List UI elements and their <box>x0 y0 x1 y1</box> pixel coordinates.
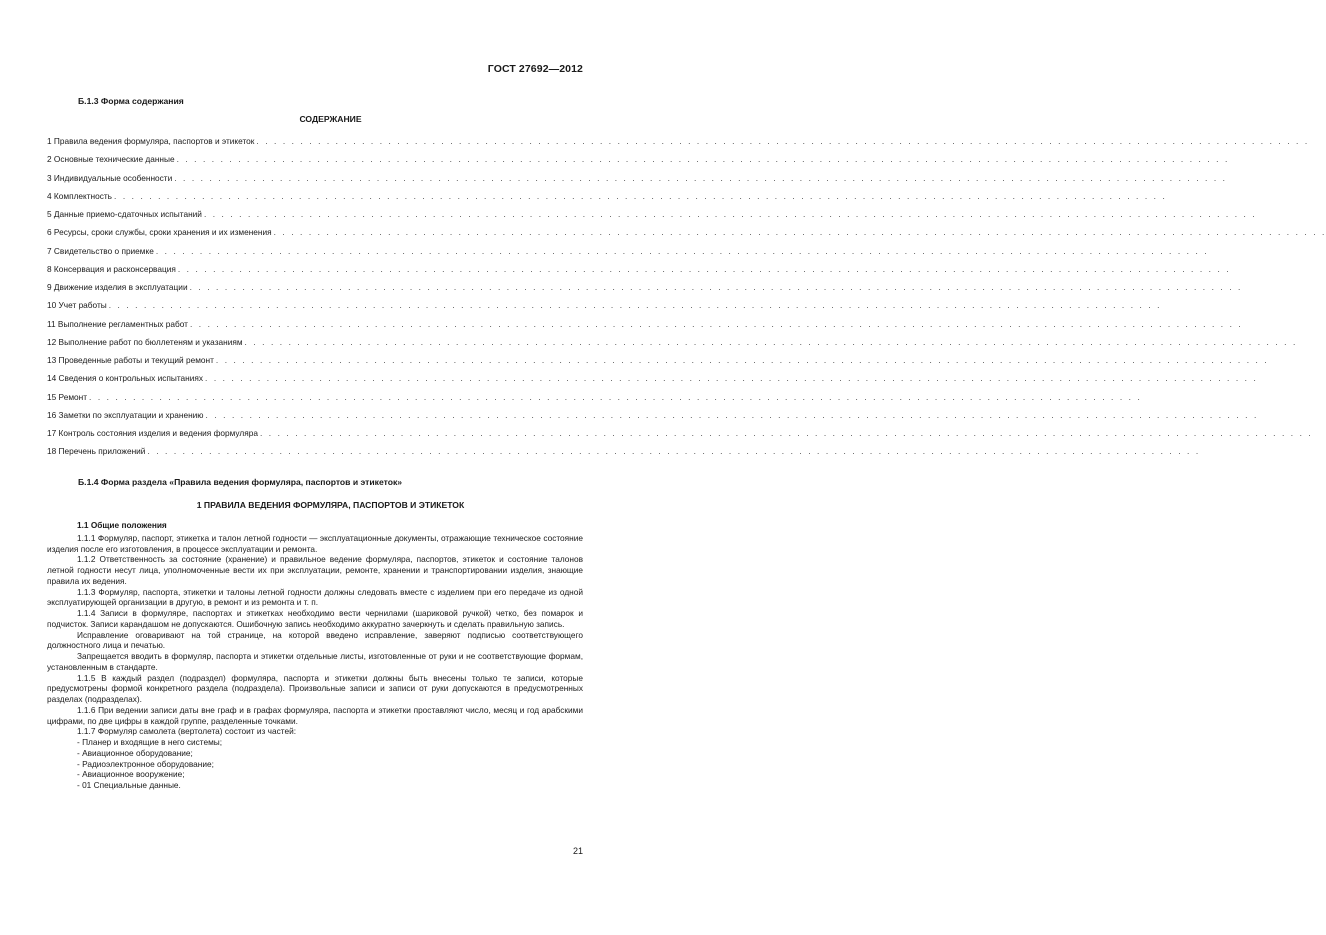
toc-entry-label: 13 Проведенные работы и текущий ремонт <box>47 355 214 365</box>
toc-dot-leader: . . . . . . . . . . . . . . . . . . . . . . . . . . . . . . . . . . . . . . . . . . . . . . . . . . . . . . . . . . . . . . . . . . . . . . . . . . . . . . . . . . . . . . . . . . . . . . . . . . . . . . . . . . . . . . . . . . . . . . . . <box>176 154 1230 165</box>
toc-entry <box>47 154 1230 172</box>
toc-entry-label: 4 Комплектность <box>47 190 113 201</box>
toc-dot-leader: . . . . . . . . . . . . . . . . . . . . . . . . . . . . . . . . . . . . . . . . . . . . . . . . . . . . . . . . . . . . . . . . . . . . . . . . . . . . . . . . . . . . . . . . . . . . . . . . . . . . . . . . . . . . . . . . . . . . . . . . <box>174 172 1228 183</box>
toc-entry-label: 3 Индивидуальные особенности <box>47 172 173 183</box>
list-item: - Планер и входящие в него системы; <box>77 737 223 747</box>
toc-dot-leader: . . . . . . . . . . . . . . . . . . . . . . . . . . . . . . . . . . . . . . . . . . . . . . . . . . . . . . . . . . . . . . . . . . . . . . . . . . . . . . . . . . . . . . . . . . . . . . . . . . . . . . . . . . . . . . . . . . . . . . . . <box>205 409 1259 420</box>
toc-entry <box>47 136 1310 154</box>
toc-entry <box>47 409 1259 428</box>
chapter-body <box>47 520 583 791</box>
paragraph: 1.1.5 В каждый раздел (подраздел) формуляра, паспорта и этикетки должны быть внесены только те записи, которые предусмотрены формой конкретного раздела (подраздела). Произвольные записи и записи от руки допускаются в предусмотренных разделах (подразделах). <box>47 672 583 704</box>
toc-dot-leader: . . . . . . . . . . . . . . . . . . . . . . . . . . . . . . . . . . . . . . . . . . . . . . . . . . . . . . . . . . . . . . . . . . . . . . . . . . . . . . . . . . . . . . . . . . . . . . . . . . . . . . . . . . . . . . . . . . . . . . . . <box>177 263 1231 274</box>
toc-dot-leader: . . . . . . . . . . . . . . . . . . . . . . . . . . . . . . . . . . . . . . . . . . . . . . . . . . . . . . . . . . . . . . . . . . . . . . . . . . . . . . . . . . . . . . . . . . . . . . . . . . . . . . . . . . . . . . . . . . . . . . . . <box>155 245 1209 256</box>
toc-entry <box>47 336 1298 355</box>
toc-entry <box>47 428 1313 446</box>
toc-dot-leader: . . . . . . . . . . . . . . . . . . . . . . . . . . . . . . . . . . . . . . . . . . . . . . . . . . . . . . . . . . . . . . . . . . . . . . . . . . . . . . . . . . . . . . . . . . . . . . . . . . . . . . . . . . . . . . . . . . . . . . . . <box>147 446 1201 457</box>
toc-dot-leader: . . . . . . . . . . . . . . . . . . . . . . . . . . . . . . . . . . . . . . . . . . . . . . . . . . . . . . . . . . . . . . . . . . . . . . . . . . . . . . . . . . . . . . . . . . . . . . . . . . . . . . . . . . . . . . . . . . . . . . . . <box>256 136 1310 146</box>
toc-entry <box>47 227 1326 245</box>
toc-dot-leader: . . . . . . . . . . . . . . . . . . . . . . . . . . . . . . . . . . . . . . . . . . . . . . . . . . . . . . . . . . . . . . . . . . . . . . . . . . . . . . . . . . . . . . . . . . . . . . . . . . . . . . . . . . . . . . . . . . . . . . . . <box>189 282 1243 292</box>
paragraph: 1.1.3 Формуляр, паспорта, этикетки и талоны летной годности должны следовать вместе с изделием при его передаче из одной эксплуатирующей организации в другую, в ремонт и из ремонта и т. п. <box>47 586 583 608</box>
toc-dot-leader: . . . . . . . . . . . . . . . . . . . . . . . . . . . . . . . . . . . . . . . . . . . . . . . . . . . . . . . . . . . . . . . . . . . . . . . . . . . . . . . . . . . . . . . . . . . . . . . . . . . . . . . . . . . . . . . . . . . . . . . . <box>203 209 1257 219</box>
toc-entry-label: 15 Ремонт <box>47 391 88 402</box>
toc-entry <box>47 373 1258 391</box>
standard-code: ГОСТ 27692—2012 <box>487 63 583 75</box>
paragraph: 1.1.4 Записи в формуляре, паспортах и этикетках необходимо вести чернилами (шариковой ручкой) четко, без помарок и подчисток. Записи карандашом не допускаются. Ошибочную запись необходимо аккуратно зачеркнуть и сделать правильную запись. <box>47 608 583 629</box>
list-item: - 01 Специальные данные. <box>77 780 181 790</box>
paragraph: 1.1.2 Ответственность за состояние (хранение) и правильное ведение формуляра, паспортов, этикеток и состояние талонов летной годности несут лица, уполномоченные вести их при эксплуатации, ремонте, хранении и транспортировании изделия, знающие правила их ведения. <box>47 554 583 586</box>
paragraph: Запрещается вводить в формуляр, паспорта и этикетки отдельные листы, изготовленные от руки и не соответствующие формам, установленным в стандарте. <box>47 651 583 672</box>
toc-entry <box>47 391 1142 410</box>
toc-entry <box>47 282 1243 300</box>
toc-entry-label: 17 Контроль состояния изделия и ведения формуляра <box>47 428 258 438</box>
toc-entry-label: 8 Консервация и расконсервация <box>47 263 176 274</box>
chapter-title: 1 ПРАВИЛА ВЕДЕНИЯ ФОРМУЛЯРА, ПАСПОРТОВ И ЭТИКЕТОК <box>196 500 465 510</box>
toc-dot-leader: . . . . . . . . . . . . . . . . . . . . . . . . . . . . . . . . . . . . . . . . . . . . . . . . . . . . . . . . . . . . . . . . . . . . . . . . . . . . . . . . . . . . . . . . . . . . . . . . . . . . . . . . . . . . . . . . . . . . . . . . <box>259 428 1313 438</box>
paragraph: 1.1.6 При ведении записи даты вне граф и в графах формуляра, паспорта и этикетки проставляют число, месяц и год арабскими цифрами, по две цифры в каждой группе, разделенные точками. <box>47 704 583 726</box>
paragraph: 1.1.7 Формуляр самолета (вертолета) состоит из частей: <box>77 726 297 737</box>
toc-entry-label: 9 Движение изделия в эксплуатации <box>47 282 188 292</box>
toc-dot-leader: . . . . . . . . . . . . . . . . . . . . . . . . . . . . . . . . . . . . . . . . . . . . . . . . . . . . . . . . . . . . . . . . . . . . . . . . . . . . . . . . . . . . . . . . . . . . . . . . . . . . . . . . . . . . . . . . . . . . . . . . <box>205 373 1258 384</box>
toc-dot-leader: . . . . . . . . . . . . . . . . . . . . . . . . . . . . . . . . . . . . . . . . . . . . . . . . . . . . . . . . . . . . . . . . . . . . . . . . . . . . . . . . . . . . . . . . . . . . . . . . . . . . . . . . . . . . . . . . . . . . . . . . <box>114 190 1167 201</box>
toc-title: СОДЕРЖАНИЕ <box>299 114 362 124</box>
toc-entry <box>47 172 1228 191</box>
toc-entry <box>47 263 1231 282</box>
toc-entry-label: 12 Выполнение работ по бюллетеням и указаниям <box>47 336 243 347</box>
toc-dot-leader: . . . . . . . . . . . . . . . . . . . . . . . . . . . . . . . . . . . . . . . . . . . . . . . . . . . . . . . . . . . . . . . . . . . . . . . . . . . . . . . . . . . . . . . . . . . . . . . . . . . . . . . . . . . . . . . . . . . . . . . . <box>108 300 1162 311</box>
toc-entry-label: 2 Основные технические данные <box>47 154 175 165</box>
list-item: - Авиационное вооружение; <box>77 769 185 780</box>
toc-entry-label: 10 Учет работы <box>47 300 107 311</box>
subsection-title: 1.1 Общие положения <box>77 520 167 530</box>
toc-dot-leader: . . . . . . . . . . . . . . . . . . . . . . . . . . . . . . . . . . . . . . . . . . . . . . . . . . . . . . . . . . . . . . . . . . . . . . . . . . . . . . . . . . . . . . . . . . . . . . . . . . . . . . . . . . . . . . . . . . . . . . . . <box>244 336 1298 347</box>
toc-entry-label: 6 Ресурсы, сроки службы, сроки хранения и их изменения <box>47 227 272 238</box>
list-item: - Радиоэлектронное оборудование; <box>77 758 214 769</box>
toc-entry-label: 7 Свидетельство о приемке <box>47 245 154 256</box>
toc-entry-label: 5 Данные приемо-сдаточных испытаний <box>47 209 202 219</box>
page-number: 21 <box>572 846 583 856</box>
toc-entry <box>47 190 1167 209</box>
section-b13-title: Б.1.3 Форма содержания <box>78 96 184 106</box>
paragraph: Исправление оговаривают на той странице, на которой введено исправление, заверяют подписью соответствующего должностного лица и печатью. <box>47 629 583 651</box>
toc-dot-leader: . . . . . . . . . . . . . . . . . . . . . . . . . . . . . . . . . . . . . . . . . . . . . . . . . . . . . . . . . . . . . . . . . . . . . . . . . . . . . . . . . . . . . . . . . . . . . . . . . . . . . . . . . . . . . . . . . . . . . . . . <box>273 227 1326 238</box>
toc-entry-label: 18 Перечень приложений <box>47 446 146 457</box>
paragraph: 1.1.1 Формуляр, паспорт, этикетка и талон летной годности — эксплуатационные документы, отражающие техническое состояние изделия после его изготовления, в процессе эксплуатации и ремонта. <box>47 532 583 554</box>
list-item: - Авиационное оборудование; <box>77 747 193 758</box>
section-b14-title: Б.1.4 Форма раздела «Правила ведения формуляра, паспортов и этикеток» <box>78 477 403 487</box>
toc-entry-label: 14 Сведения о контрольных испытаниях <box>47 373 204 384</box>
toc-entry-label: 1 Правила ведения формуляра, паспортов и этикеток <box>47 136 255 146</box>
toc-entry <box>47 355 1269 373</box>
toc-dot-leader: . . . . . . . . . . . . . . . . . . . . . . . . . . . . . . . . . . . . . . . . . . . . . . . . . . . . . . . . . . . . . . . . . . . . . . . . . . . . . . . . . . . . . . . . . . . . . . . . . . . . . . . . . . . . . . . . . . . . . . . . <box>89 391 1142 402</box>
toc-entry-label: 16 Заметки по эксплуатации и хранению <box>47 409 204 420</box>
table-of-contents <box>47 136 1326 465</box>
toc-dot-leader: . . . . . . . . . . . . . . . . . . . . . . . . . . . . . . . . . . . . . . . . . . . . . . . . . . . . . . . . . . . . . . . . . . . . . . . . . . . . . . . . . . . . . . . . . . . . . . . . . . . . . . . . . . . . . . . . . . . . . . . . <box>215 355 1269 365</box>
toc-entry-label: 11 Выполнение регламентных работ <box>47 318 188 329</box>
toc-entry <box>47 300 1162 318</box>
toc-entry <box>47 245 1209 264</box>
toc-dot-leader: . . . . . . . . . . . . . . . . . . . . . . . . . . . . . . . . . . . . . . . . . . . . . . . . . . . . . . . . . . . . . . . . . . . . . . . . . . . . . . . . . . . . . . . . . . . . . . . . . . . . . . . . . . . . . . . . . . . . . . . . <box>189 318 1243 329</box>
toc-entry <box>47 446 1201 464</box>
toc-entry <box>47 209 1257 227</box>
toc-entry <box>47 318 1243 337</box>
